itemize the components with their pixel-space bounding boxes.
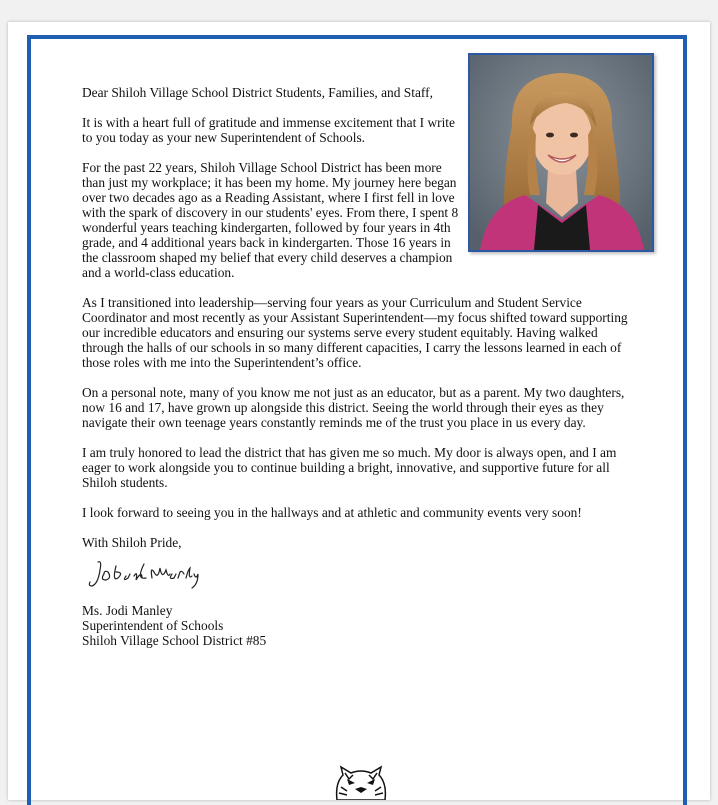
paragraph-personal: On a personal note, many of you know me not just as an educator, but as a parent. My two daughters, now 16 and 17, have grown up alongside this district. Seeing the world through their eyes as they navigate their own teenage years constantly reminds me of the trust you place in us every day. [82, 385, 625, 430]
signer-title: Superintendent of Schools [82, 618, 224, 633]
paragraph-history [82, 160, 642, 280]
signature-block [82, 603, 642, 648]
paragraph-look-forward: I look forward to seeing you in the hallways and at athletic and community events very soon! [82, 505, 582, 520]
signer-org: Shiloh Village School District #85 [82, 633, 267, 648]
letter-body [82, 85, 642, 648]
paragraph-intro: It is with a heart full of gratitude and immense excitement that I write to you today as your new Superintendent of Schools. [82, 115, 455, 145]
signer-name: Ms. Jodi Manley [82, 603, 173, 618]
paragraph-leadership: As I transitioned into leadership—serving four years as your Curriculum and Student Service Coordinator and most recently as your Assistant Superintendent—my focus shifted toward supporting our incredible educators and ensuring our systems serve every student equitably. Having walked through the halls of our schools in so many different capacities, I carry the lessons learned in each of those roles with me into the Superintendent’s office. [82, 295, 628, 370]
letter-page [8, 22, 710, 800]
viewer-toolbar [0, 0, 718, 22]
closing: With Shiloh Pride, [82, 535, 182, 550]
salutation: Dear Shiloh Village School District Students, Families, and Staff, [82, 85, 433, 100]
mascot-logo-icon [333, 765, 389, 800]
paragraph-honored: I am truly honored to lead the district that has given me so much. My door is always open, and I am eager to work alongside you to continue building a bright, innovative, and supportive future for all Shiloh students. [82, 445, 617, 490]
handwritten-signature [86, 556, 206, 592]
paragraph-history-text: For the past 22 years, Shiloh Village School District has been more than just my workplace; it has been my home. My journey here began over two decades ago as a Reading Assistant, where I first fell in love with the spark of discovery in our students' eyes. From there, I spent 8 wonderful years teaching kindergarten, followed by four years in 4th grade, and 4 additional years back in kindergarten. Those 16 years in the classroom shaped my belief that every child deserves a champion and a world-class education. [82, 160, 459, 280]
